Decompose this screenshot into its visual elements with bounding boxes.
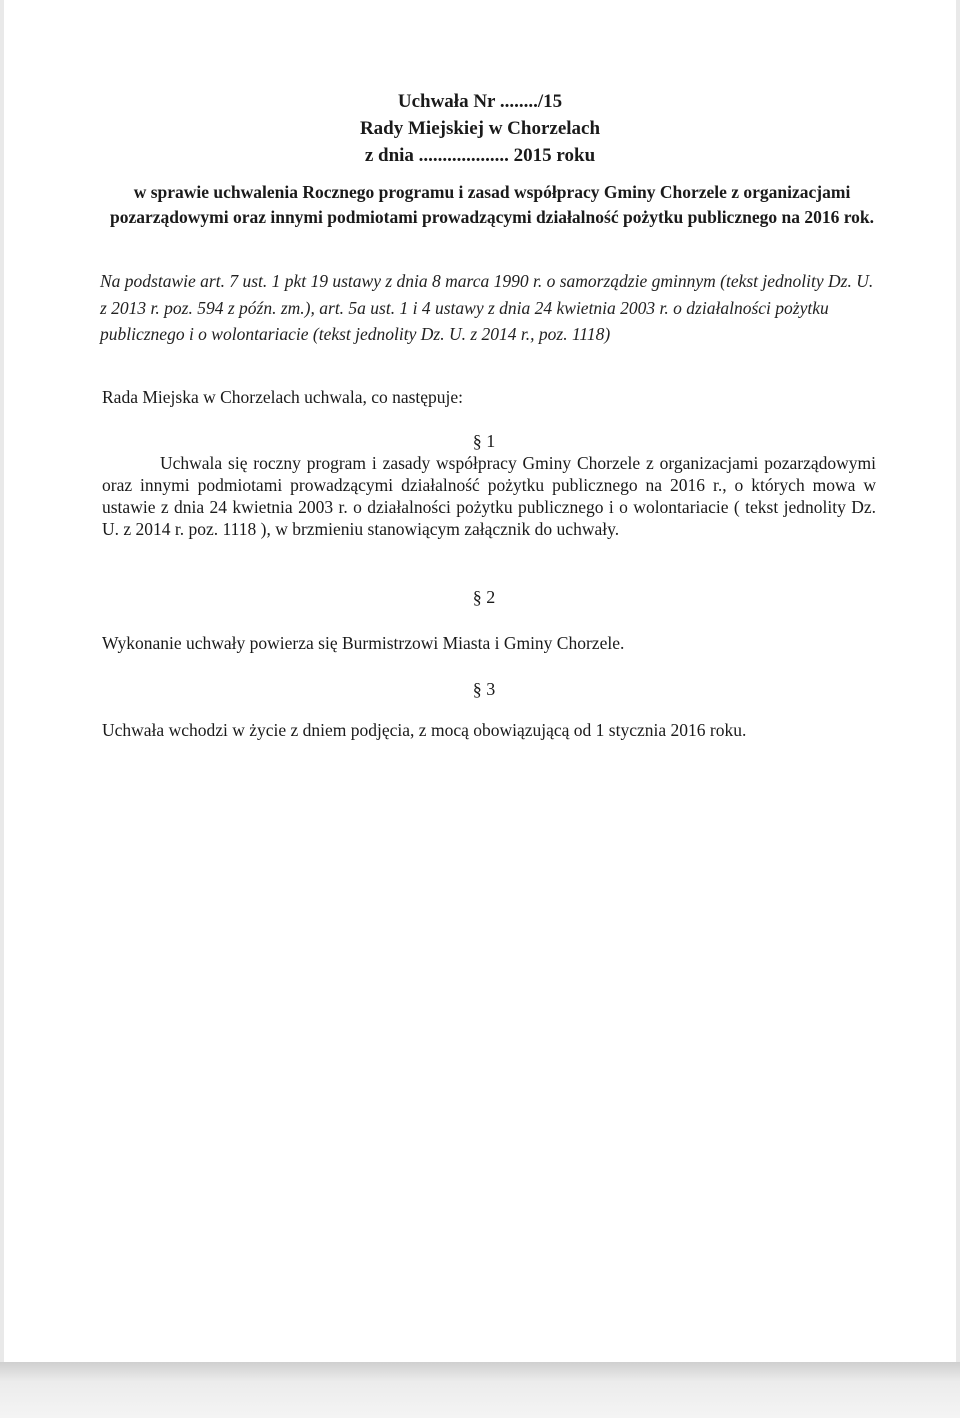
resolution-date: z dnia ................... 2015 roku — [364, 145, 596, 166]
scan-bottom-edge — [0, 1362, 960, 1418]
section-2-sign: § 2 — [472, 587, 496, 607]
legal-basis: Na podstawie art. 7 ust. 1 pkt 19 ustawy z dnia 8 marca 1990 r. o samorządzie gminnym (tekst jednolity Dz. U. z 2013 r. poz. 594 z późn. zm.), art. 5a ust. 1 i 4 ustawy z dnia 24 kwietnia 2003 r. o działalności pożytku publicznego i o wolontariacie (tekst jednolity Dz. U. z 2014 r., poz. 1118) — [100, 271, 874, 344]
enacting-clause: Rada Miejska w Chorzelach uchwala, co następuje: — [102, 387, 464, 407]
section-2-text: Wykonanie uchwały powierza się Burmistrzowi Miasta i Gminy Chorzele. — [102, 633, 625, 653]
resolution-number: Uchwała Nr ......../15 — [397, 91, 563, 112]
section-3-sign: § 3 — [472, 679, 496, 699]
resolution-header — [4, 88, 956, 169]
section-1-sign: § 1 — [472, 431, 496, 451]
resolution-subject: w sprawie uchwalenia Rocznego programu i zasad współpracy Gminy Chorzele z organizacjami pozarządowymi oraz innymi podmiotami prowadzącymi działalność pożytku publicznego na 2016 rok. — [109, 182, 875, 227]
council-name: Rady Miejskiej w Chorzelach — [359, 118, 601, 139]
section-1-text: Uchwala się roczny program i zasady współpracy Gminy Chorzele z organizacjami pozarządowymi oraz innymi podmiotami prowadzącymi działalność pożytku publicznego na 2016 r., o których mowa w ustawie z dnia 24 kwietnia 2003 r. o działalności pożytku publicznego i o wolontariacie ( tekst jednolity Dz. U. z 2014 r. poz. 1118 ), w brzmieniu stanowiącym załącznik do uchwały. — [102, 453, 876, 539]
document-page — [4, 0, 956, 1362]
section-3-text: Uchwała wchodzi w życie z dniem podjęcia, z mocą obowiązującą od 1 stycznia 2016 roku. — [102, 720, 747, 740]
